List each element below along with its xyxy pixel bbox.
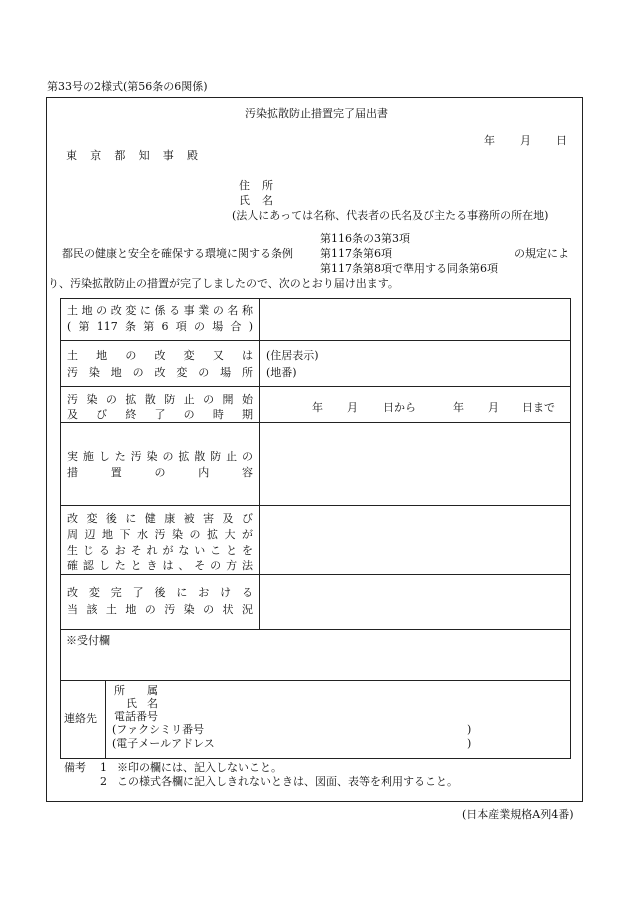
note1-number: 1 — [100, 761, 107, 774]
reception-label: ※受付欄 — [66, 634, 110, 647]
applicant-note: (法人にあっては名称、代表者の氏名及び主たる事務所の所在地) — [232, 209, 549, 222]
row5-label-line1: 改変後に健康被害及び — [67, 512, 253, 525]
period-start-month: 月 — [347, 401, 358, 414]
note1-text: ※印の欄には、記入しないこと。 — [117, 761, 282, 774]
date-day-label: 日 — [556, 134, 567, 147]
column-divider — [259, 298, 260, 630]
note2-text: この様式各欄に記入しきれないときは、図面、表等を利用すること。 — [117, 775, 458, 788]
contact-affiliation-label: 所 属 — [114, 684, 158, 697]
statement-option-3: 第117条第8項で準用する同条第6項 — [320, 262, 498, 275]
period-end-day: 日まで — [522, 401, 555, 414]
row5-label-line4: 確認したときは、その方法 — [67, 559, 253, 572]
name-label: 氏 名 — [239, 194, 273, 207]
row-divider — [60, 422, 571, 423]
row1-label-line1: 土地の改変に係る事業の名称 — [67, 304, 253, 317]
contact-divider — [105, 680, 106, 759]
row4-label-line2: 措置の内容 — [67, 466, 253, 479]
row1-label-line2: (第117条第6項の場合) — [67, 320, 253, 333]
addressee: 東 京 都 知 事 殿 — [66, 149, 198, 162]
row-divider — [60, 680, 571, 681]
contact-fax-close: ) — [467, 723, 472, 736]
row6-label-line1: 改変完了後における — [67, 586, 253, 599]
contact-phone-label: 電話番号 — [114, 710, 158, 723]
row-divider — [60, 574, 571, 575]
row2-label-line1: 土地の改変又は — [67, 349, 253, 362]
row5-label-line2: 周辺地下水汚染の拡大が — [67, 528, 253, 541]
contact-email-label: (電子メールアドレス — [112, 737, 215, 750]
statement-option-1: 第116条の3第3項 — [320, 232, 410, 245]
statement-suffix: の規定によ — [514, 247, 569, 260]
contact-label: 連絡先 — [64, 712, 97, 725]
row2-address-label: (住居表示) — [266, 349, 319, 362]
row4-label-line1: 実施した汚染の拡散防止の — [67, 450, 253, 463]
row-divider — [60, 340, 571, 341]
paper-size-note: (日本産業規格A列4番) — [462, 808, 574, 821]
form-number: 第33号の2様式(第56条の6関係) — [47, 80, 208, 93]
row2-label-line2: 汚染地の改変の場所 — [67, 366, 253, 379]
row6-value[interactable] — [262, 576, 568, 627]
contact-name-label: 氏 名 — [126, 697, 158, 710]
row-divider — [60, 629, 571, 630]
contact-fax-label: (ファクシミリ番号 — [112, 723, 205, 736]
date-year-label: 年 — [484, 134, 495, 147]
notes-label: 備考 — [64, 761, 86, 774]
period-end-month: 月 — [488, 401, 499, 414]
row3-label-line1: 汚染の拡散防止の開始 — [67, 393, 253, 406]
address-label: 住 所 — [239, 179, 273, 192]
row1-value[interactable] — [262, 300, 568, 338]
period-start-day: 日から — [383, 401, 416, 414]
row2-lot-label: (地番) — [266, 366, 297, 379]
statement-line2: り、汚染拡散防止の措置が完了しましたので、次のとおり届け出ます。 — [48, 277, 399, 290]
row3-label-line2: 及び終了の時期 — [67, 408, 253, 421]
row-divider — [60, 386, 571, 387]
row5-value[interactable] — [262, 507, 568, 572]
period-start-year: 年 — [312, 401, 323, 414]
date-month-label: 月 — [520, 134, 531, 147]
row5-label-line3: 生じるおそれがないことを — [67, 544, 253, 557]
form-title: 汚染拡散防止措置完了届出書 — [245, 107, 388, 120]
note2-number: 2 — [100, 775, 107, 788]
row4-value[interactable] — [262, 424, 568, 503]
row6-label-line2: 当該土地の汚染の状況 — [67, 603, 253, 616]
period-end-year: 年 — [453, 401, 464, 414]
contact-email-close: ) — [467, 737, 472, 750]
statement-option-2: 第117条第6項 — [320, 247, 392, 260]
statement-prefix: 都民の健康と安全を確保する環境に関する条例 — [62, 247, 293, 260]
row-divider — [60, 505, 571, 506]
